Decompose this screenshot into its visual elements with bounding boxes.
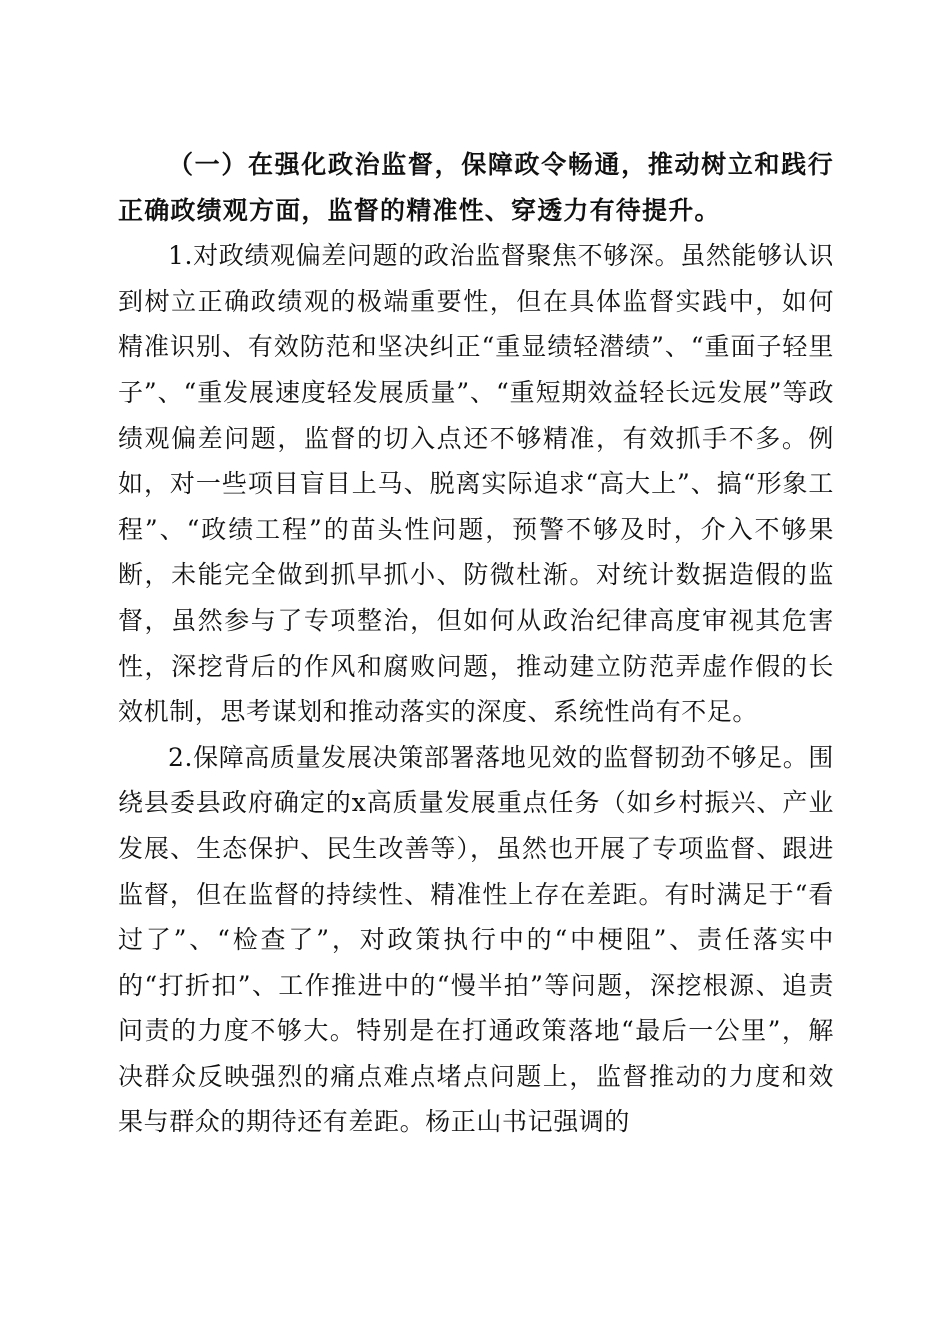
document-body	[118, 142, 834, 1145]
paragraph-1: 1.对政绩观偏差问题的政治监督聚焦不够深。虽然能够认识到树立正确政绩观的极端重要性，但在具体监督实践中，如何精准识别、有效防范和坚决纠正“重显绩轻潜绩”、“重面子轻里子”、“重发展速度轻发展质量”、“重短期效益轻长远发展”等政绩观偏差问题，监督的切入点还不够精准，有效抓手不多。例如，对一些项目盲目上马、脱离实际追求“高大上”、搞“形象工程”、“政绩工程”的苗头性问题，预警不够及时，介入不够果断，未能完全做到抓早抓小、防微杜渐。对统计数据造假的监督，虽然参与了专项整治，但如何从政治纪律高度审视其危害性，深挖背后的作风和腐败问题，推动建立防范弄虚作假的长效机制，思考谋划和推动落实的深度、系统性尚有不足。	[118, 241, 834, 727]
paragraph-2: 2.保障高质量发展决策部署落地见效的监督韧劲不够足。围绕县委县政府确定的x高质量发展重点任务（如乡村振兴、产业发展、生态保护、民生改善等），虽然也开展了专项监督、跟进监督，但在监督的持续性、精准性上存在差距。有时满足于“看过了”、“检查了”，对政策执行中的“中梗阻”、责任落实中的“打折扣”、工作推进中的“慢半拍”等问题，深挖根源、追责问责的力度不够大。特别是在打通政策落地“最后一公里”，解决群众反映强烈的痛点难点堵点问题上，监督推动的力度和效果与群众的期待还有差距。杨正山书记强调的	[118, 742, 834, 1137]
section-heading: （一）在强化政治监督，保障政令畅通，推动树立和践行正确政绩观方面，监督的精准性、穿透力有待提升。	[118, 150, 834, 225]
